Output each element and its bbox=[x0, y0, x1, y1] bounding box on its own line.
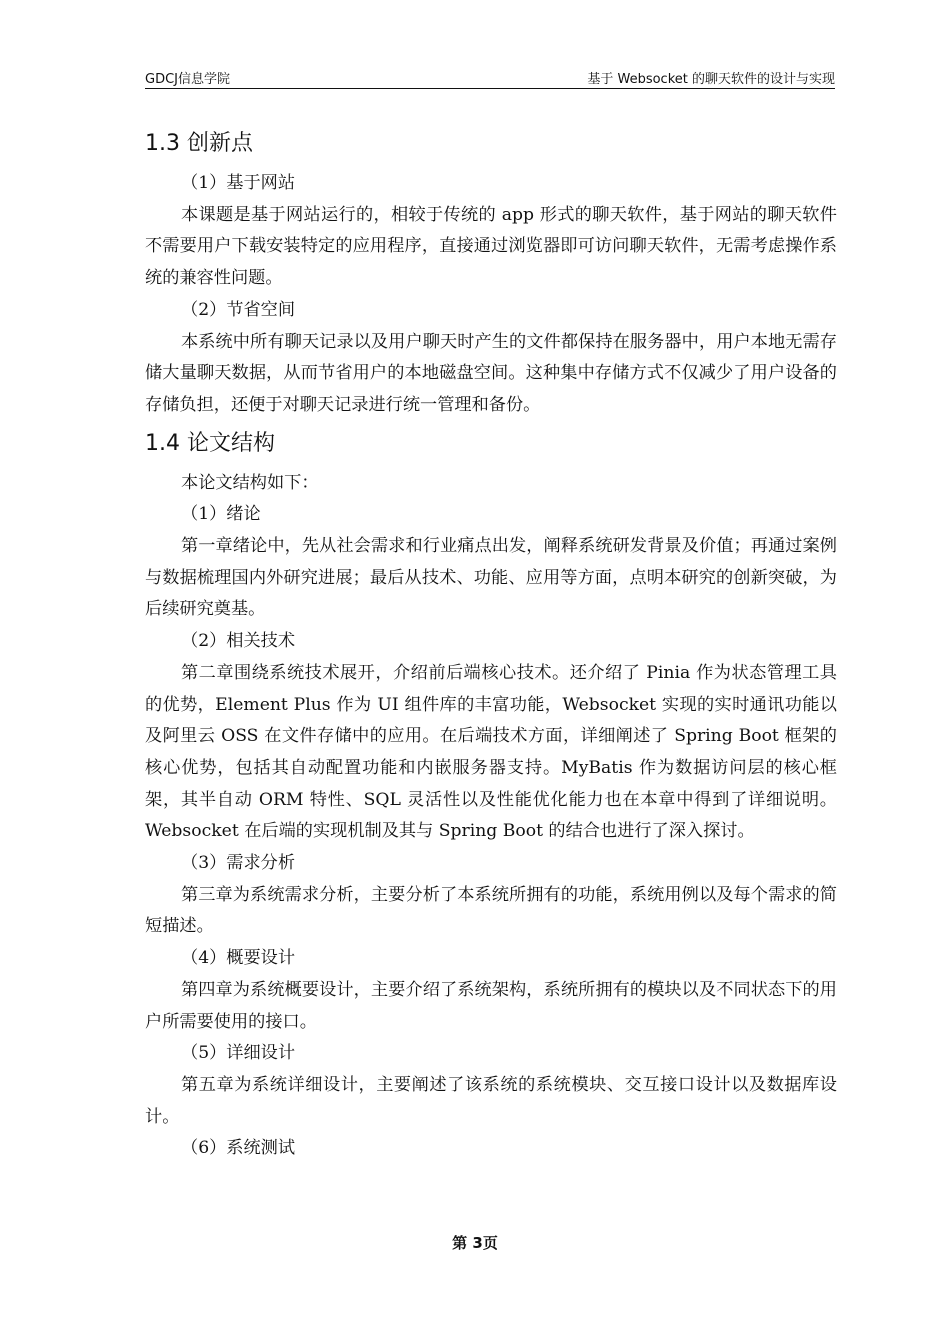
paragraph-website-based: 本课题是基于网站运行的，相较于传统的 app 形式的聊天软件，基于网站的聊天软件不需要用户下载安装特定的应用程序，直接通过浏览器即可访问聊天软件，无需考虑操作系统的兼容性问题。 bbox=[145, 204, 837, 289]
header-thesis-title: 基于 Websocket 的聊天软件的设计与实现 bbox=[587, 72, 835, 87]
item-title-related-tech: （2）相关技术 bbox=[181, 631, 296, 652]
page-number: 第 3页 bbox=[452, 1234, 498, 1252]
page-body bbox=[145, 124, 837, 1165]
paragraph-structure-intro: 本论文结构如下： bbox=[181, 472, 319, 493]
item-title-introduction: （1）绪论 bbox=[181, 504, 261, 525]
item-title-save-space: （2）节省空间 bbox=[181, 299, 296, 320]
paragraph-requirements: 第三章为系统需求分析，主要分析了本系统所拥有的功能，系统用例以及每个需求的简短描述。 bbox=[145, 884, 837, 937]
paragraph-introduction: 第一章绪论中，先从社会需求和行业痛点出发，阐释系统研发背景及价值；再通过案例与数据梳理国内外研究进展；最后从技术、功能、应用等方面，点明本研究的创新突破，为后续研究奠基。 bbox=[145, 536, 837, 620]
page-header bbox=[145, 66, 835, 89]
item-title-detailed-design: （5）详细设计 bbox=[181, 1043, 296, 1064]
paragraph-detailed-design: 第五章为系统详细设计，主要阐述了该系统的系统模块、交互接口设计以及数据库设计。 bbox=[145, 1074, 837, 1127]
item-title-requirements: （3）需求分析 bbox=[181, 853, 296, 874]
item-title-website-based: （1）基于网站 bbox=[181, 173, 296, 193]
section-heading-1-4: 1.4 论文结构 bbox=[145, 430, 275, 456]
paragraph-outline-design: 第四章为系统概要设计，主要介绍了系统架构，系统所拥有的模块以及不同状态下的用户所需要使用的接口。 bbox=[145, 979, 837, 1032]
paragraph-related-tech: 第二章围绕系统技术展开，介绍前后端核心技术。还介绍了 Pinia 作为状态管理工具的优势，Element Plus 作为 UI 组件库的丰富功能，Websocket 实现的实时通讯功能以及阿里云 OSS 在文件存储中的应用。在后端技术方面，详细阐述了 Spring Boot 框架的核心优势，包括其自动配置功能和内嵌服务器支持。MyBatis 作为数据访问层的核心框架，其半自动 ORM 特性、SQL 灵活性以及性能优化能力也在本章中得到了详细说明。Websocket 在后端的实现机制及其与 Spring Boot 的结合也进行了深入探讨。 bbox=[145, 662, 837, 842]
section-heading-1-3: 1.3 创新点 bbox=[145, 131, 253, 156]
item-title-outline-design: （4）概要设计 bbox=[181, 948, 296, 969]
paragraph-save-space: 本系统中所有聊天记录以及用户聊天时产生的文件都保持在服务器中，用户本地无需存储大量聊天数据，从而节省用户的本地磁盘空间。这种集中存储方式不仅减少了用户设备的存储负担，还便于对聊天记录进行统一管理和备份。 bbox=[145, 331, 837, 415]
header-institution: GDCJ信息学院 bbox=[145, 72, 230, 87]
item-title-system-test: （6）系统测试 bbox=[181, 1138, 296, 1159]
